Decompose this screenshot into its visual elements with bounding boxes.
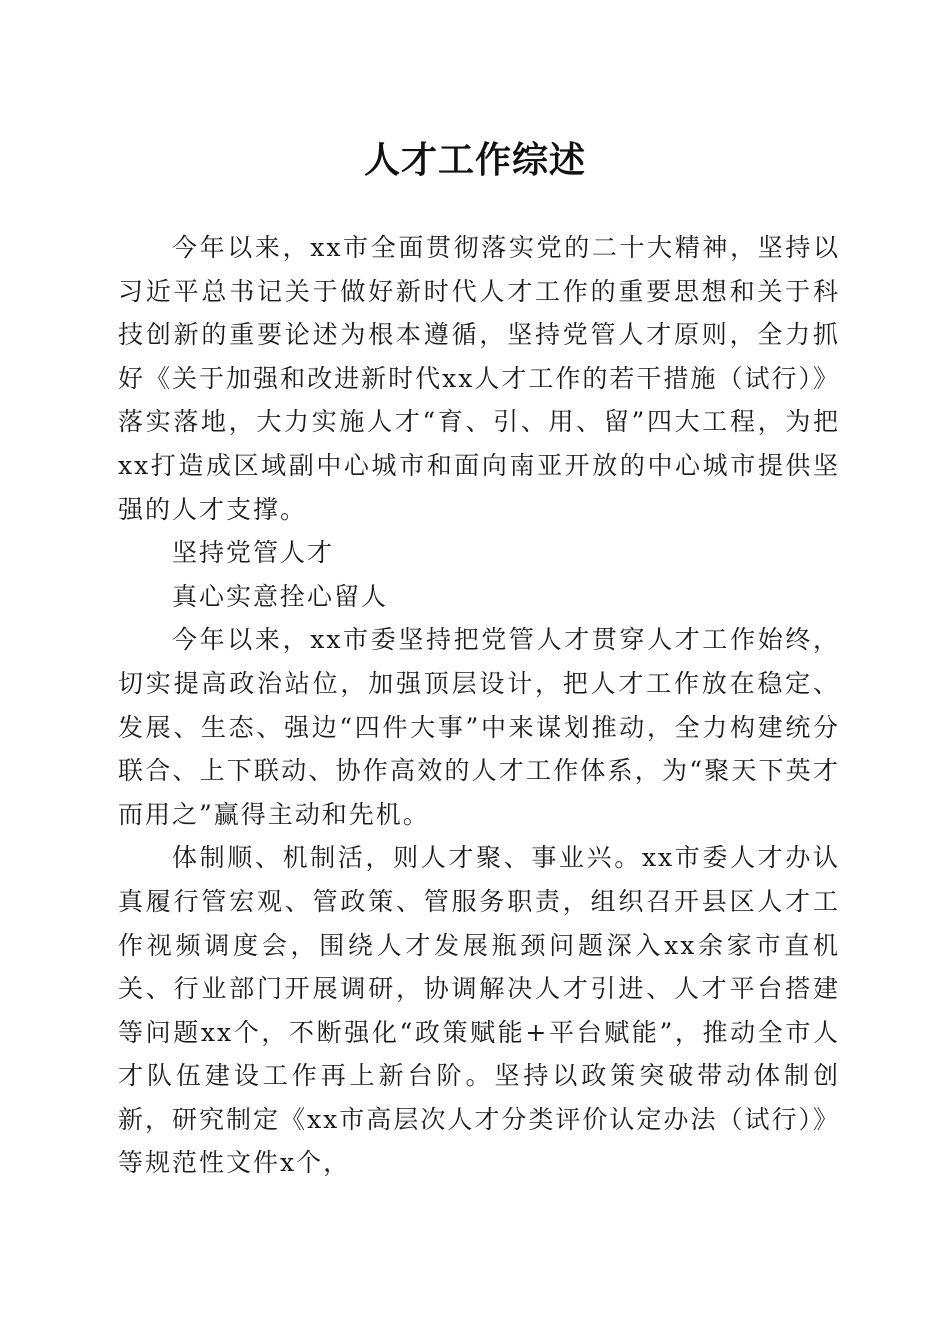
document-body: [118, 226, 840, 1185]
section-heading-party-leadership: 坚持党管人才: [172, 538, 335, 568]
paragraph-mechanism: 体制顺、机制活，则人才聚、事业兴。xx市委人才办认真履行管宏观、管政策、管服务职责，组织召开县区人才工作视频调度会，围绕人才发展瓶颈问题深入xx余家市直机关、行业部门开展调研，协调解决人才引进、人才平台搭建等问题xx个，不断强化“政策赋能+平台赋能”，推动全市人才队伍建设工作再上新台阶。坚持以政策突破带动体制创新，研究制定《xx市高层次人才分类评价认定办法（试行）》等规范性文件x个，: [118, 843, 840, 1178]
document-title: 人才工作综述: [363, 139, 586, 181]
paragraph-party-committee: 今年以来，xx市委坚持把党管人才贯穿人才工作始终，切实提高政治站位，加强顶层设计，把人才工作放在稳定、发展、生态、强边“四件大事”中来谋划推动，全力构建统分联合、上下联动、协作高效的人才工作体系，为“聚天下英才而用之”赢得主动和先机。: [118, 625, 840, 829]
paragraph-intro: 今年以来，xx市全面贯彻落实党的二十大精神，坚持以习近平总书记关于做好新时代人才工作的重要思想和关于科技创新的重要论述为根本遵循，坚持党管人才原则，全力抓好《关于加强和改进新时代xx人才工作的若干措施（试行）》落实落地，大力实施人才“育、引、用、留”四大工程，为把xx打造成区域副中心城市和面向南亚开放的中心城市提供坚强的人才支撑。: [118, 233, 840, 524]
section-subheading-retain-talent: 真心实意拴心留人: [172, 581, 389, 611]
